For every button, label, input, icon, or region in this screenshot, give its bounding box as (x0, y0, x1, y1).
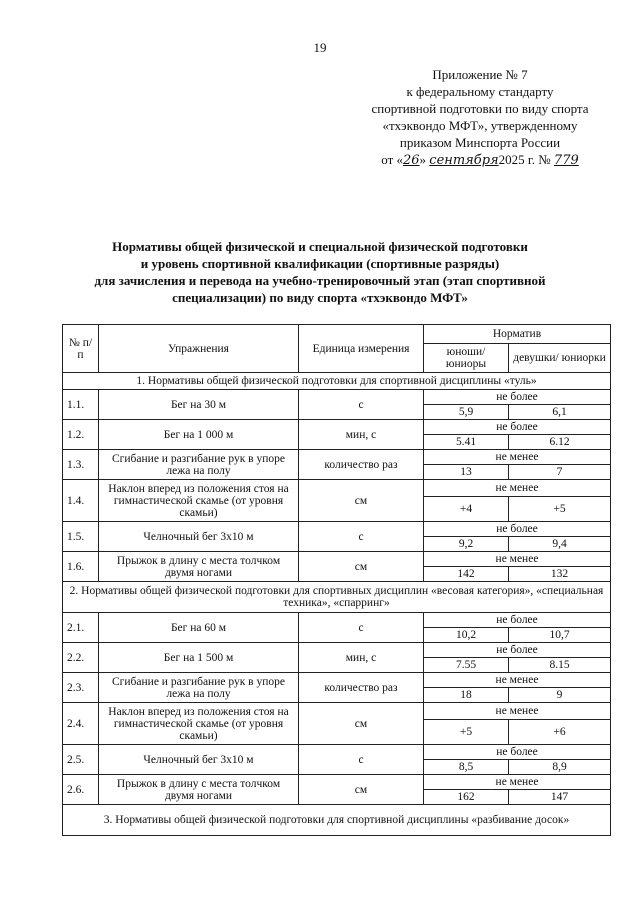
row-girls-value: 147 (509, 790, 611, 805)
row-exercise: Прыжок в длину с места толчком двумя ногами (99, 552, 299, 582)
row-unit: см (299, 480, 424, 522)
appendix-line: приказом Минспорта России (399, 135, 561, 150)
date-mid: » (419, 152, 427, 167)
row-boys-value: 142 (424, 567, 509, 582)
section-title: 3. Нормативы общей физической подготовки для спортивной дисциплины «разбивание досок» (63, 805, 611, 836)
row-unit: см (299, 775, 424, 805)
row-exercise: Бег на 1 500 м (99, 643, 299, 673)
row-num: 2.3. (63, 673, 99, 703)
appendix-line: спортивной подготовки по виду спорта (371, 101, 589, 116)
row-boys-value: 162 (424, 790, 509, 805)
row-boys-value: 5,9 (424, 405, 509, 420)
row-condition: не менее (424, 552, 611, 567)
row-girls-value: 132 (509, 567, 611, 582)
date-year: 2025 г. № (498, 152, 551, 167)
row-num: 1.2. (63, 420, 99, 450)
row-unit: см (299, 552, 424, 582)
row-girls-value: 8,9 (509, 760, 611, 775)
row-unit: с (299, 390, 424, 420)
row-condition: не менее (424, 703, 611, 720)
row-condition: не менее (424, 450, 611, 465)
row-girls-value: 6,1 (509, 405, 611, 420)
appendix-line: Приложение № 7 (432, 67, 528, 82)
row-girls-value: +5 (509, 497, 611, 522)
row-condition: не более (424, 522, 611, 537)
row-girls-value: 10,7 (509, 628, 611, 643)
appendix-block (350, 66, 610, 169)
page-number: 19 (313, 40, 327, 55)
row-unit: с (299, 613, 424, 643)
section-title: 1. Нормативы общей физической подготовки для спортивной дисциплины «туль» (63, 373, 611, 390)
row-unit: количество раз (299, 450, 424, 480)
row-num: 2.6. (63, 775, 99, 805)
handwritten-month: сентября (429, 153, 499, 168)
row-girls-value: 8.15 (509, 658, 611, 673)
row-exercise: Бег на 60 м (99, 613, 299, 643)
row-num: 1.5. (63, 522, 99, 552)
row-unit: с (299, 522, 424, 552)
order-date-line (350, 151, 610, 169)
row-boys-value: 9,2 (424, 537, 509, 552)
handwritten-day: 26 (403, 153, 420, 168)
title-line: и уровень спортивной квалификации (спортивные разряды) (140, 256, 500, 271)
row-exercise: Сгибание и разгибание рук в упоре лежа на полу (99, 450, 299, 480)
header-exercise: Упражнения (99, 325, 299, 373)
row-boys-value: 7.55 (424, 658, 509, 673)
header-boys: юноши/ юниоры (424, 344, 509, 373)
title-line: специализации) по виду спорта «тхэквондо МФТ» (172, 290, 468, 305)
row-exercise: Челночный бег 3х10 м (99, 522, 299, 552)
row-unit: количество раз (299, 673, 424, 703)
appendix-line: «тхэквондо МФТ», утвержденному (382, 118, 578, 133)
row-unit: см (299, 703, 424, 745)
row-num: 1.1. (63, 390, 99, 420)
row-num: 1.4. (63, 480, 99, 522)
row-condition: не более (424, 613, 611, 628)
row-exercise: Бег на 1 000 м (99, 420, 299, 450)
row-girls-value: 9,4 (509, 537, 611, 552)
row-exercise: Наклон вперед из положения стоя на гимнастической скамье (от уровня скамьи) (99, 703, 299, 745)
row-girls-value: 6.12 (509, 435, 611, 450)
row-condition: не более (424, 643, 611, 658)
row-unit: мин, с (299, 420, 424, 450)
row-condition: не более (424, 745, 611, 760)
row-boys-value: 10,2 (424, 628, 509, 643)
header-num: № п/п (63, 325, 99, 373)
row-condition: не менее (424, 480, 611, 497)
row-num: 2.2. (63, 643, 99, 673)
row-condition: не более (424, 390, 611, 405)
row-unit: мин, с (299, 643, 424, 673)
row-exercise: Челночный бег 3х10 м (99, 745, 299, 775)
row-boys-value: 13 (424, 465, 509, 480)
header-girls: девушки/ юниорки (509, 344, 611, 373)
section-title: 2. Нормативы общей физической подготовки для спортивных дисциплин «весовая категория», «специальная техника», «спарринг» (63, 582, 611, 613)
header-norm: Норматив (424, 325, 611, 344)
row-num: 1.3. (63, 450, 99, 480)
row-num: 1.6. (63, 552, 99, 582)
header-unit: Единица измерения (299, 325, 424, 373)
row-condition: не менее (424, 775, 611, 790)
row-num: 2.1. (63, 613, 99, 643)
row-boys-value: 8,5 (424, 760, 509, 775)
row-boys-value: +5 (424, 720, 509, 745)
row-boys-value: 5.41 (424, 435, 509, 450)
row-condition: не менее (424, 673, 611, 688)
title-line: Нормативы общей физической и специальной физической подготовки (112, 239, 528, 254)
norms-table (62, 324, 611, 836)
row-exercise: Прыжок в длину с места толчком двумя ногами (99, 775, 299, 805)
row-unit: с (299, 745, 424, 775)
date-prefix: от « (381, 152, 403, 167)
row-num: 2.5. (63, 745, 99, 775)
row-exercise: Наклон вперед из положения стоя на гимнастической скамье (от уровня скамьи) (99, 480, 299, 522)
row-exercise: Сгибание и разгибание рук в упоре лежа на полу (99, 673, 299, 703)
appendix-line: к федеральному стандарту (406, 84, 554, 99)
row-girls-value: 7 (509, 465, 611, 480)
document-title (40, 238, 600, 306)
row-condition: не более (424, 420, 611, 435)
row-boys-value: +4 (424, 497, 509, 522)
row-boys-value: 18 (424, 688, 509, 703)
row-num: 2.4. (63, 703, 99, 745)
handwritten-order-number: 779 (553, 153, 579, 168)
row-girls-value: +6 (509, 720, 611, 745)
title-line: для зачисления и перевода на учебно-тренировочный этап (этап спортивной (94, 273, 546, 288)
row-exercise: Бег на 30 м (99, 390, 299, 420)
row-girls-value: 9 (509, 688, 611, 703)
